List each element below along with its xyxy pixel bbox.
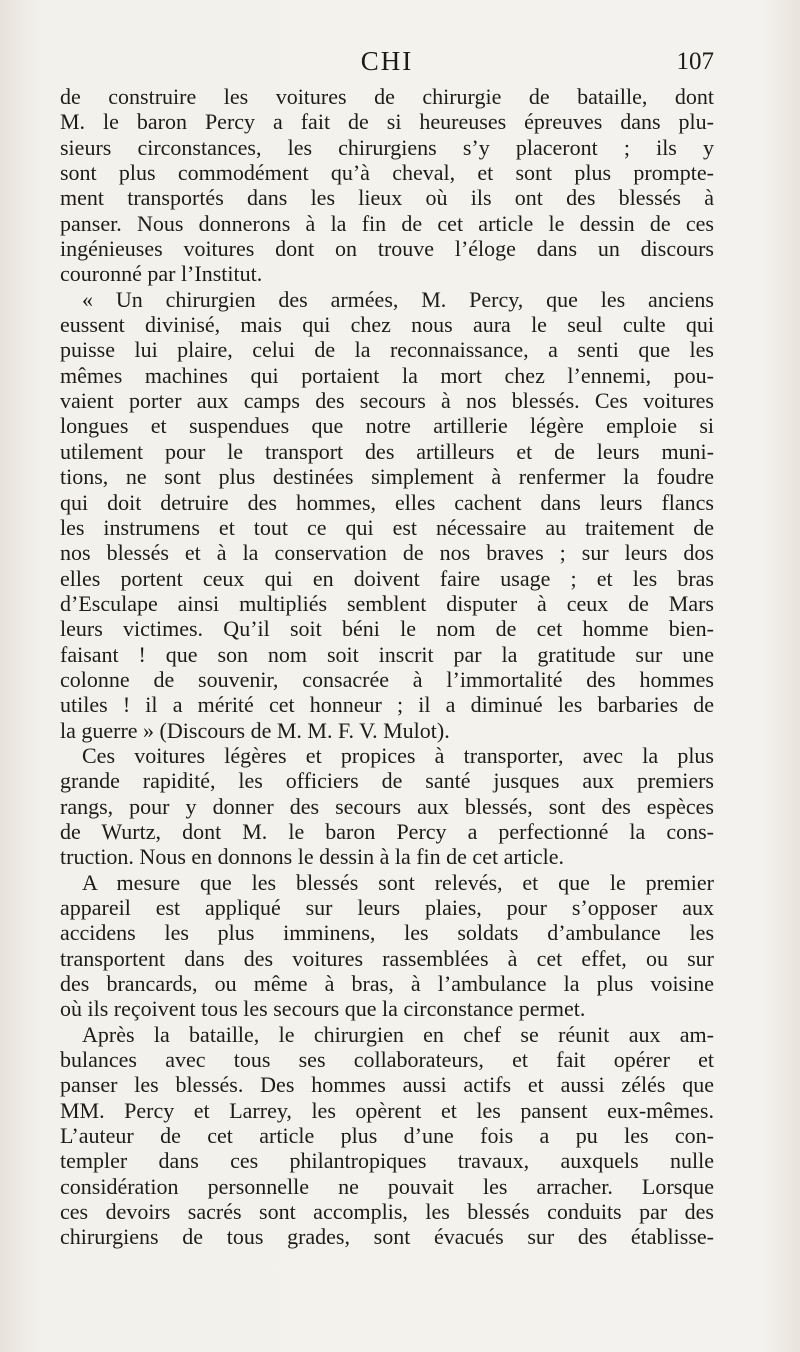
text-line: panser les blessés. Des hommes aussi actifs et aussi zélés que — [60, 1072, 714, 1098]
text-line: bulances avec tous ses collaborateurs, et fait opérer et — [60, 1047, 714, 1073]
text-line: eussent divinisé, mais qui chez nous aura le seul culte qui — [60, 312, 714, 338]
text-line: « Un chirurgien des armées, M. Percy, que les anciens — [82, 286, 714, 312]
text-line: la guerre » (Discours de M. M. F. V. Mulot). — [60, 717, 450, 743]
text-line: où ils reçoivent tous les secours que la circonstance permet. — [60, 996, 586, 1022]
text-line: de construire les voitures de chirurgie de bataille, dont — [60, 84, 714, 109]
text-line: sont plus commodément qu’à cheval, et sont plus prompte- — [60, 160, 714, 186]
text-line: Après la bataille, le chirurgien en chef se réunit aux am- — [82, 1021, 714, 1047]
text-line: templer dans ces philantropiques travaux, auxquels nulle — [60, 1148, 714, 1174]
text-line: rangs, pour y donner des secours aux blessés, sont des espèces — [60, 793, 714, 819]
text-line: L’auteur de cet article plus d’une fois a pu les con- — [60, 1123, 714, 1149]
text-line: truction. Nous en donnons le dessin à la fin de cet article. — [60, 844, 565, 870]
text-line: A mesure que les blessés sont relevés, et que le premier — [82, 869, 714, 895]
page-number: 107 — [676, 48, 714, 75]
text-line: sieurs circonstances, les chirurgiens s’y placeront ; ils y — [60, 134, 714, 160]
text-line: utiles ! il a mérité cet honneur ; il a diminué les barbaries de — [60, 692, 714, 718]
text-line: les instrumens et tout ce qui est nécessaire au traitement de — [60, 514, 714, 540]
text-line: M. le baron Percy a fait de si heureuses épreuves dans plu- — [60, 109, 714, 135]
text-line: considération personnelle ne pouvait les arracher. Lorsque — [60, 1173, 714, 1199]
text-line: Ces voitures légères et propices à transporter, avec la plus — [82, 742, 714, 768]
text-line: ces devoirs sacrés sont accomplis, les blessés conduits par des — [60, 1199, 714, 1225]
text-line: colonne de souvenir, consacrée à l’immortalité des hommes — [60, 666, 714, 692]
text-line: accidens les plus imminens, les soldats d’ambulance les — [60, 920, 714, 946]
text-line: grande rapidité, les officiers de santé jusques aux premiers — [60, 768, 714, 794]
text-line: elles portent ceux qui en doivent faire usage ; et les bras — [60, 565, 714, 591]
running-head — [60, 46, 714, 82]
text-line: tions, ne sont plus destinées simplement à renfermer la foudre — [60, 464, 714, 490]
text-line: longues et suspendues que notre artillerie légère emploie si — [60, 413, 714, 439]
text-line: mêmes machines qui portaient la mort chez l’ennemi, pou- — [60, 362, 714, 388]
text-line: chirurgiens de tous grades, sont évacués sur des établisse- — [60, 1224, 714, 1250]
text-line: leurs victimes. Qu’il soit béni le nom de cet homme bien- — [60, 616, 714, 642]
text-line: nos blessés et à la conservation de nos braves ; sur leurs dos — [60, 540, 714, 566]
text-line: panser. Nous donnerons à la fin de cet article le dessin de ces — [60, 210, 714, 236]
text-line: ingénieuses voitures dont on trouve l’éloge dans un discours — [60, 236, 714, 262]
text-line: ment transportés dans les lieux où ils ont des blessés à — [60, 185, 714, 211]
text-line: MM. Percy et Larrey, les opèrent et les pansent eux-mêmes. — [60, 1097, 714, 1123]
text-line: de Wurtz, dont M. le baron Percy a perfectionné la cons- — [60, 818, 714, 844]
text-line: puisse lui plaire, celui de la reconnaissance, a senti que les — [60, 337, 714, 363]
text-line: couronné par l’Institut. — [60, 261, 263, 287]
text-line: appareil est appliqué sur leurs plaies, pour s’opposer aux — [60, 895, 714, 920]
running-head-title: CHI — [360, 46, 414, 76]
text-line: qui doit detruire des hommes, elles cachent dans leurs flancs — [60, 489, 714, 515]
body-text — [60, 84, 714, 1250]
text-line: transportent dans des voitures rassemblées à cet effet, ou sur — [60, 945, 714, 971]
text-line: utilement pour le transport des artilleurs et de leurs muni- — [60, 438, 714, 464]
text-line: d’Esculape ainsi multipliés semblent disputer à ceux de Mars — [60, 590, 714, 616]
text-line: vaient porter aux camps des secours à nos blessés. Ces voitures — [60, 388, 714, 414]
text-line: des brancards, ou même à bras, à l’ambulance la plus voisine — [60, 971, 714, 997]
text-line: faisant ! que son nom soit inscrit par la gratitude sur une — [60, 641, 714, 667]
